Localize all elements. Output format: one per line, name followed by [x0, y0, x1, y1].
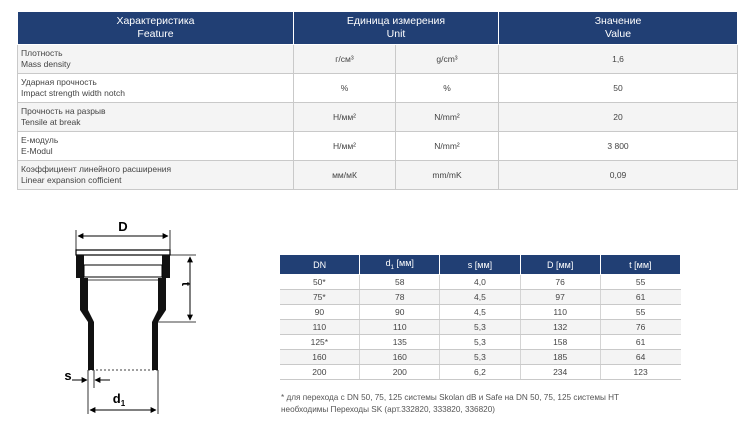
properties-row	[18, 161, 738, 190]
value-cell: 50	[499, 74, 738, 103]
value-cell: 3 800	[499, 132, 738, 161]
unit-ru-cell: г/см³	[294, 45, 396, 74]
table-row: 90 90 4,5 110 55	[280, 305, 681, 320]
header-unit: Единица измерения Unit	[294, 12, 499, 45]
feature-cell: Ударная прочность Impact strength width notch	[18, 74, 294, 103]
value-cell: 20	[499, 103, 738, 132]
table-row: 200 200 6,2 234 123	[280, 365, 681, 380]
feature-cell: Плотность Mass density	[18, 45, 294, 74]
properties-row	[18, 132, 738, 161]
pipe-section-drawing	[50, 218, 220, 423]
label-d1-sub: 1	[120, 399, 126, 408]
properties-row	[18, 103, 738, 132]
socket-body-left	[80, 278, 94, 322]
table-row: 50* 58 4,0 76 55	[280, 275, 681, 290]
dimensions-header-row	[280, 255, 681, 275]
label-d1-main: d	[112, 391, 121, 406]
table-row: 160 160 5,3 185 64	[280, 350, 681, 365]
feature-cell: E-модуль E-Modul	[18, 132, 294, 161]
header-t: t [мм]	[600, 255, 680, 275]
label-d1	[113, 391, 126, 408]
footnote-line-2: необходимы Переходы SK (арт.332820, 333820, 336820)	[281, 405, 495, 414]
properties-row	[18, 45, 738, 74]
seal-ring	[84, 265, 162, 277]
pipe-wall-right	[152, 322, 158, 370]
value-cell: 0,09	[499, 161, 738, 190]
label-D: D	[118, 219, 128, 234]
value-cell: 1,6	[499, 45, 738, 74]
unit-ru-cell: Н/мм²	[294, 132, 396, 161]
feature-cell: Коэффициент линейного расширения Linear expansion cofficient	[18, 161, 294, 190]
footnote	[281, 392, 721, 416]
header-dn: DN	[280, 255, 360, 275]
header-D: D [мм]	[520, 255, 600, 275]
footnote-line-1: * для перехода с DN 50, 75, 125 системы Skolan dB и Safe на DN 50, 75, 125 системы HT	[281, 393, 620, 402]
properties-table	[17, 11, 738, 190]
unit-ru-cell: мм/мК	[294, 161, 396, 190]
dimensions-table	[279, 254, 681, 380]
table-row: 125* 135 5,3 158 61	[280, 335, 681, 350]
unit-en-cell: %	[396, 74, 499, 103]
label-t: t	[179, 282, 193, 286]
header-d1: $d_1$ [мм]	[360, 255, 440, 275]
properties-header-row	[18, 12, 738, 45]
table-row: 110 110 5,3 132 76	[280, 320, 681, 335]
socket-body-right	[152, 278, 166, 322]
unit-en-cell: N/mm²	[396, 103, 499, 132]
label-s: s	[64, 368, 72, 383]
socket-wall-right	[162, 255, 170, 278]
pipe-wall-left	[88, 322, 94, 370]
header-feature: Характеристика Feature	[18, 12, 294, 45]
properties-row	[18, 74, 738, 103]
socket-wall-left	[76, 255, 84, 278]
feature-cell: Прочность на разрыв Tensile at break	[18, 103, 294, 132]
unit-ru-cell: %	[294, 74, 396, 103]
table-row: 75* 78 4,5 97 61	[280, 290, 681, 305]
unit-en-cell: N/mm²	[396, 132, 499, 161]
header-s: s [мм]	[440, 255, 520, 275]
socket-rim	[76, 250, 170, 255]
unit-en-cell: mm/mK	[396, 161, 499, 190]
header-value: Значение Value	[499, 12, 738, 45]
unit-en-cell: g/cm³	[396, 45, 499, 74]
unit-ru-cell: Н/мм²	[294, 103, 396, 132]
